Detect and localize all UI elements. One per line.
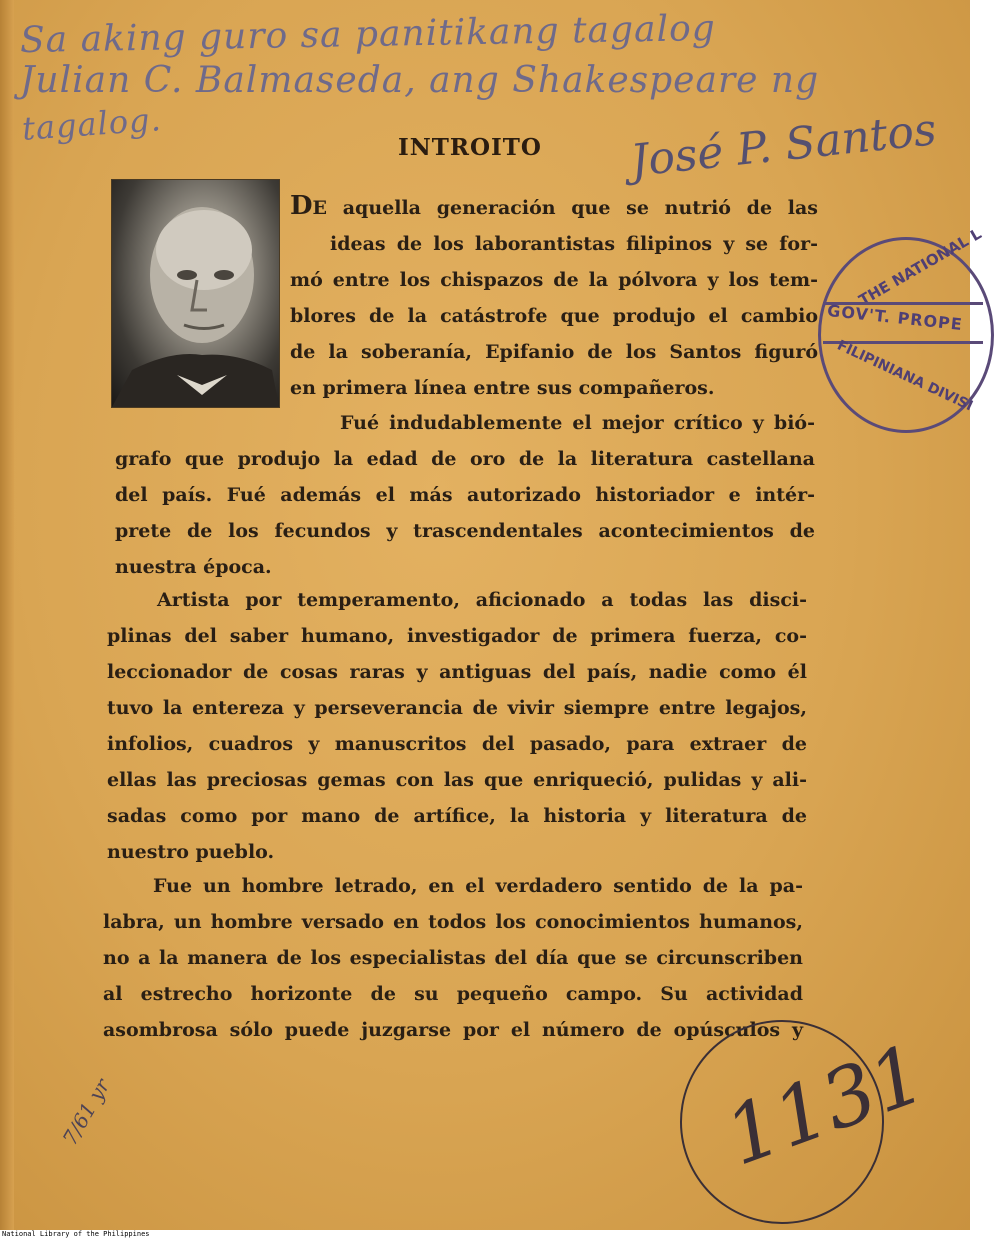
drop-cap: D — [290, 191, 313, 221]
text-line: prete de los fecundos y trascendentales acontecimientos de — [115, 520, 815, 542]
text-line — [290, 188, 818, 226]
text-line: nuestra época. — [115, 556, 272, 578]
text-line: ideas de los laborantistas filipinos y se for- — [330, 233, 818, 255]
portrait-photo — [111, 179, 280, 408]
text-line: nuestro pueblo. — [107, 841, 275, 863]
portrait-illustration — [112, 180, 279, 407]
paragraph-4 — [103, 868, 803, 1048]
paragraph-3 — [107, 582, 807, 870]
paragraph-2 — [115, 405, 815, 585]
paragraph-1 — [290, 188, 818, 406]
page-title: INTROITO — [398, 134, 542, 161]
text-line: Fue un hombre letrado, en el verdadero sentido de la pa- — [153, 875, 803, 897]
text-line: sadas como por mano de artífice, la historia y literatura de — [107, 805, 807, 827]
text-line: de la soberanía, Epifanio de los Santos figuró — [290, 341, 818, 363]
dedication-line-1: Sa aking guro sa panitikang tagalog — [19, 7, 717, 62]
text-line: asombrosa sólo puede juzgarse por el número de opúsculos y — [103, 1019, 803, 1041]
catalog-number: 1131 — [713, 1026, 937, 1184]
text-line: ellas las preciosas gemas con las que enriqueció, pulidas y ali- — [107, 769, 807, 791]
stamp-band-text: GOV'T. PROPE — [826, 300, 964, 335]
stamp-bottom-text: FILIPINIANA DIVISI — [834, 337, 976, 415]
text-line: mó entre los chispazos de la pólvora y los tem- — [290, 269, 818, 291]
library-stamp — [818, 224, 994, 433]
author-signature: José P. Santos — [628, 104, 939, 187]
text-line: plinas del saber humano, investigador de primera fuerza, co- — [107, 625, 807, 647]
text-line: labra, un hombre versado en todos los conocimientos humanos, — [103, 911, 803, 933]
text-line: del país. Fué además el más autorizado historiador e intér- — [115, 484, 815, 506]
text-line: Artista por temperamento, aficionado a todas las disci- — [157, 589, 807, 611]
text-line: blores de la catástrofe que produjo el cambio — [290, 305, 818, 327]
text-line: infolios, cuadros y manuscritos del pasado, para extraer de — [107, 733, 807, 755]
text-line: grafo que produjo la edad de oro de la literatura castellana — [115, 448, 815, 470]
text-line: al estrecho horizonte de su pequeño campo. Su actividad — [103, 983, 803, 1005]
text-line-content: E aquella generación que se nutrió de las — [312, 197, 818, 219]
text-line: leccionador de cosas raras y antiguas del país, nadie como él — [107, 661, 807, 683]
dedication-line-3: tagalog. — [20, 100, 163, 148]
text-line: en primera línea entre sus compañeros. — [290, 377, 715, 399]
text-line: Fué indudablemente el mejor crítico y bió- — [340, 412, 815, 434]
text-line: no a la manera de los especialistas del día que se circunscriben — [103, 947, 803, 969]
page-edge — [0, 0, 14, 1230]
stamp-top-text: THE NATIONAL L — [855, 224, 985, 310]
margin-note: 7/61 yr — [57, 1074, 115, 1150]
text-line: tuvo la entereza y perseverancia de vivir siempre entre legajos, — [107, 697, 807, 719]
scan-footer: National Library of the Philippines — [2, 1230, 150, 1238]
dedication-line-2: Julian C. Balmaseda, ang Shakespeare ng — [20, 60, 820, 101]
